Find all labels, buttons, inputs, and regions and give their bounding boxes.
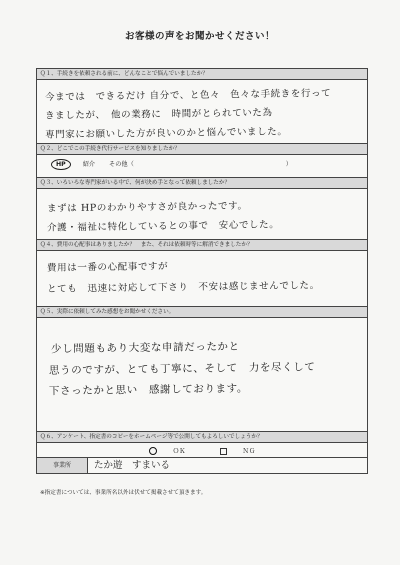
question-3: Ｑ３、いろいろな専門家がいる中で、何が決め手となって依頼しましたか？	[37, 177, 367, 188]
question-4: Ｑ４、費用の心配事はありましたか？ また、それは依頼時等に解消できましたか？	[37, 239, 367, 250]
answer-4-line-1: 費用は一番の心配事ですが	[46, 261, 169, 274]
answer-1-line-3: 専門家にお願いした方が良いのかと悩んでいました。	[44, 126, 288, 141]
answer-4	[37, 250, 367, 306]
checkbox-icon	[220, 448, 227, 455]
option-other-close: ）	[285, 161, 292, 168]
answer-1-line-2: きましたが、 他の業務に 時間がとられていた為	[44, 107, 273, 122]
answer-2	[37, 154, 367, 177]
footnote: ※指定書については、事業所名以外は伏せて掲載させて頂きます。	[40, 490, 207, 496]
option-ok-selected: ＯＫ	[141, 447, 194, 455]
page-title: お客様の声をお聞かせください！	[124, 31, 275, 42]
question-2: Ｑ２、どこでこの手続き代行サービスを知りましたか？	[37, 143, 367, 154]
selected-circle-icon	[149, 447, 157, 455]
survey-form	[36, 68, 368, 474]
answer-3	[37, 188, 367, 239]
question-6: Ｑ６、アンケート、指定書のコピーをホームページ等で公開してもよろしいでしょうか？	[37, 431, 367, 442]
answer-6	[37, 442, 367, 457]
option-hp-selected: HP	[51, 159, 71, 170]
answer-1-line-1: 今までは できるだけ 自分で、と色々 色々な手続きを行って	[44, 88, 332, 103]
answer-5-line-2: 思うのですが、とても丁寧に、そして 力を尽くして	[48, 361, 316, 377]
question-1: Ｑ１、手続きを依頼される前に、どんなことで悩んでいましたか？	[37, 69, 367, 79]
answer-1	[37, 79, 367, 143]
answer-4-line-2: とても 迅速に対応して下さり 不安は感じませんでした。	[46, 280, 320, 295]
option-referral: 紹介	[82, 161, 96, 168]
question-5: Ｑ５、実際に依頼してみた感想をお聞かせください。	[37, 306, 367, 317]
office-name: たか遊 すまいる	[94, 460, 171, 471]
option-ng: ＮＧ	[212, 447, 264, 455]
answer-5-line-3: 下さったかと思い 感謝しております。	[48, 382, 249, 398]
option-other: その他（	[109, 161, 134, 168]
office-row	[37, 457, 367, 473]
answer-5-line-1: 少し問題もあり大変な申請だったかと	[50, 340, 240, 356]
source-options	[51, 159, 292, 170]
answer-3-line-2: 介護・福祉に特化しているとの事で 安心でした。	[46, 219, 280, 234]
publish-options	[37, 446, 367, 455]
office-label: 事業所	[37, 458, 88, 473]
answer-3-line-1: まずは HPのわかりやすさが良かったです。	[46, 200, 248, 215]
answer-5	[37, 317, 367, 431]
